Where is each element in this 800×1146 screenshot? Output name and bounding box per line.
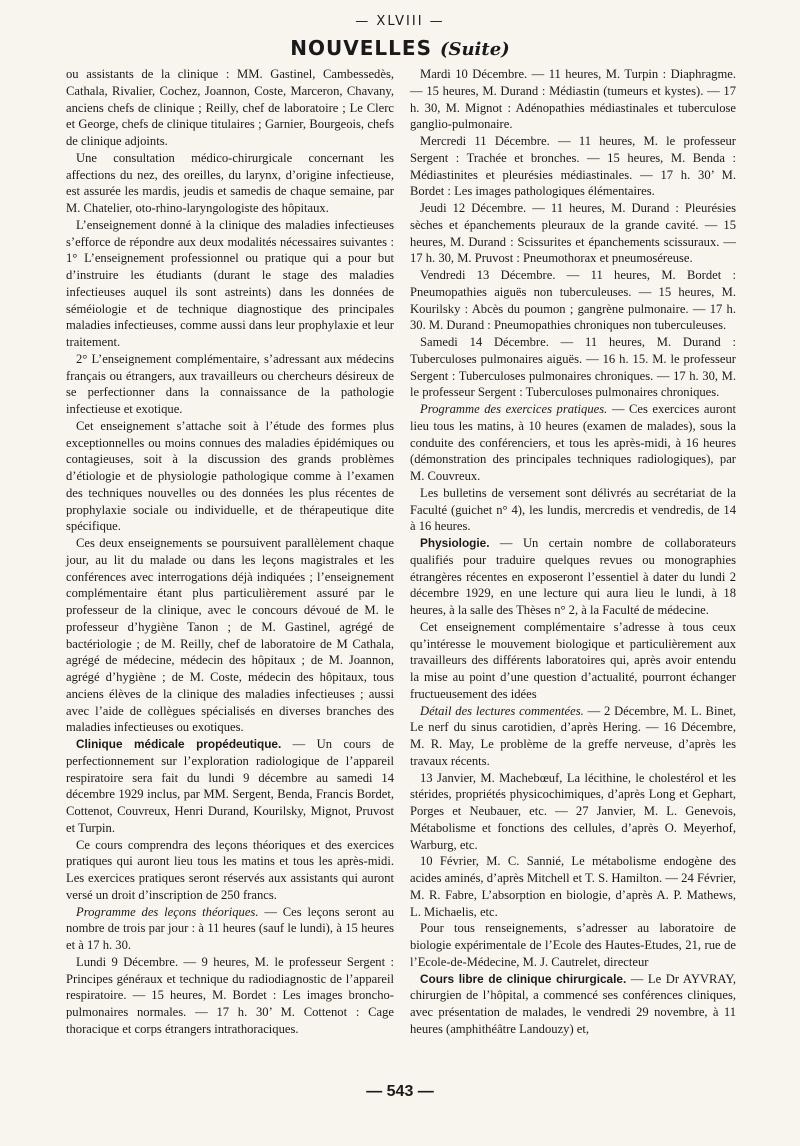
paragraph-text: Ces deux enseignements se poursuivent parallèlement chaque jour, au lit du malade ou dans les leçons magistrales et les conférences avec interrogations déjà indiquées ; l’enseignement complémentaire étant plus particulièrement assuré par le professeur de la clinique, avec le concours dévoué de M. le professeur d’hygiène Tanon ; de M. Gastinel, agrégé de bactériologie ; de M. Reilly, chef de laboratoire de M Cathala, agrégé de médecine, médecin des hôpitaux ; de M. Joannon, agrégé d’hygiène ; de M. Coste, médecin des hôpitaux, tous anciens élèves de la clinique des maladies infectieuses ; aussi avec l’aide de collègues spécialisés en diverses branches des maladies infectieuses ou exotiques. xyxy=(66,536,394,735)
italic-heading: Programme des exercices pratiques. xyxy=(420,402,608,416)
paragraph xyxy=(410,267,736,334)
paragraph xyxy=(66,736,394,837)
paragraph-text: 2° L’enseignement complémentaire, s’adressant aux médecins français ou étrangers, aux travailleurs ou chercheurs désireux de se perfectionner dans la connaissance de la pathologie infectieuse et exotique. xyxy=(66,351,394,416)
paragraph-text: Les bulletins de versement sont délivrés au secrétariat de la Faculté (guichet n° 4), les lundis, mercredis et vendredis, de 14 à 16 heures. xyxy=(410,485,736,534)
right-column xyxy=(410,66,736,1038)
paragraph-text: — Un certain nombre de collaborateurs qualifiés pour traduire quelques revues ou monographies étrangères récentes en exposeront l’essentiel à dater du lundi 2 décembre 1929, en une lecture qui aura lieu le lundi, à 18 heures, à la salle des Thèses n° 2, à la Faculté de médecine. xyxy=(410,536,736,617)
paragraph-text: — Le Dr AYVRAY, chirurgien de l’hôpital, a commencé ses conférences cliniques, avec présentation de malades, le vendredi 29 novembre, à 11 heures (amphithéâtre Landouzy) et, xyxy=(410,971,736,1036)
paragraph xyxy=(410,334,736,401)
paragraph-text: — Un cours de perfectionnement sur l’exploration radiologique de l’appareil respiratoire sera fait du lundi 9 décembre au samedi 14 décembre 1929 inclus, par MM. Sergent, Benda, Francis Bordet, Cottenot, Couvreux, Henri Durand, Kourilsky, Mignot, Pruvost et Turpin. xyxy=(66,737,395,835)
paragraph-text: Samedi 14 Décembre. — 11 heures, M. Durand : Tuberculoses pulmonaires aiguës. — 16 h. 15. M. le professeur Sergent : Tuberculoses pulmonaires chroniques. — 17 h. 30, M. le professeur Sergent : Tuberculoses pulmonaires chroniques. xyxy=(410,335,736,400)
paragraph xyxy=(66,954,394,1038)
paragraph xyxy=(66,66,394,150)
section-heading: Clinique médicale propédeutique. xyxy=(76,737,282,751)
paragraph xyxy=(410,66,736,133)
paragraph-text: Cet enseignement complémentaire s’adresse à tous ceux qu’intéresse le mouvement biologique et particulièrement aux travailleurs des différents laboratoires qui, après avoir entendu la mise au point d’une question d’actualité, pourront échanger fructueusement des idées xyxy=(410,619,736,701)
paragraph xyxy=(66,418,394,535)
paragraph xyxy=(410,401,736,485)
paragraph-text: — 2 Décembre, M. L. Binet, Le nerf du sinus carotidien, d’après Hering. — 16 Décembre, M. R. May, Le problème de la greffe nerveuse, d’après les travaux récents. xyxy=(410,703,736,768)
roman-page-marker: — XLVIII — xyxy=(355,14,445,29)
paragraph-text: Mardi 10 Décembre. — 11 heures, M. Turpin : Diaphragme. — 15 heures, M. Durand : Médiastin (tumeurs et kystes). — 17 h. 30, M. Mignot : Adénopathies médiastinales et tuberculose ganglio-pulmonaire. xyxy=(410,67,736,132)
paragraph-text: Cet enseignement s’attache soit à l’étude des formes plus exceptionnelles ou moins connues des maladies épidémiques ou contagieuses, soit à la discussion des grands problèmes d’étiologie et de physiologie pathologique comme à l’examen des techniques nouvelles ou des données les plus récentes de prophylaxie sociale ou individuelle, et de thérapeutique dite spécifique. xyxy=(66,418,394,534)
paragraph xyxy=(66,351,394,418)
page-number: — 543 — xyxy=(366,1083,434,1100)
paragraph xyxy=(410,971,736,1038)
left-column xyxy=(66,66,394,1038)
paragraph-text: ou assistants de la clinique : MM. Gastinel, Cambessedès, Cathala, Rivalier, Cochez, Joannon, Coste, Marceron, Chavany, anciens chefs de clinique ; Reilly, chef de laboratoire ; Le Clerc et George, chefs de clinique titulaires ; Garnier, Bourgeois, chefs de clinique adjoints. xyxy=(66,67,394,148)
paragraph-text: — Ces exercices auront lieu tous les matins, à 10 heures (examen de malades), sous la conduite des conférenciers, et tous les après-midi, à 16 heures (démonstration des principales techniques radiologiques), par M. Couvreux. xyxy=(410,402,736,483)
italic-heading: Programme des leçons théoriques. xyxy=(76,904,259,919)
title-text: NOUVELLES xyxy=(290,36,432,60)
title-suite: (Suite) xyxy=(439,39,510,60)
section-heading: Cours libre de clinique chirurgicale. xyxy=(420,971,627,986)
paragraph-text: — Ces leçons seront au nombre de trois par jour : à 11 heures (sauf le lundi), à 15 heures et à 17 h. 30. xyxy=(66,904,394,952)
paragraph xyxy=(66,150,394,217)
paragraph xyxy=(410,920,736,970)
section-heading: Physiologie. xyxy=(420,536,490,550)
paragraph-text: Jeudi 12 Décembre. — 11 heures, M. Durand : Pleurésies sèches et épanchements pleuraux de la grande cavité. — 15 heures, M. Durand : Scissurites et épanchements scissuraux. — 17 h. 30, M. Pruvost : Pneumothorax et pneumoséreuse. xyxy=(410,201,736,266)
paragraph-text: Pour tous renseignements, s’adresser au laboratoire de biologie expérimentale de l’Ecole des Hautes-Etudes, 21, rue de l’Ecole-de-Médecine, M. J. Cautrelet, directeur xyxy=(410,921,736,969)
paragraph xyxy=(66,837,394,904)
paragraph xyxy=(66,904,394,954)
paragraph xyxy=(410,485,736,535)
paragraph-text: Mercredi 11 Décembre. — 11 heures, M. le professeur Sergent : Trachée et bronches. — 15 heures, M. Benda : Médiastinites et pleurésies médiastinales. — 17 h. 30’ M. Bordet : Les images pathologiques élémentaires. xyxy=(410,134,736,199)
paragraph xyxy=(66,535,394,736)
paragraph-text: Ce cours comprendra des leçons théoriques et des exercices pratiques qui auront lieu tous les matins et tous les après-midi. Les exercices pratiques seront réservés aux assistants qui auront versé un droit d’inscription de 250 francs. xyxy=(66,837,394,902)
paragraph-text: Vendredi 13 Décembre. — 11 heures, M. Bordet : Pneumopathies aiguës non tuberculeuses. — 15 heures, M. Kourilsky : Abcès du poumon ; gangrène pulmonaire. — 17 h. 30. M. Durand : Pneumopathies chroniques non tuberculeuses. xyxy=(410,268,736,333)
paragraph xyxy=(410,619,736,703)
paragraph-text: 13 Janvier, M. Machebœuf, La lécithine, le cholestérol et les stérides, propriétés physicochimiques, d’après Long et Gephart, Porges et Neubauer, etc. — 27 Janvier, M. L. Genevois, Métabolisme et fonctions des cellules, d’après O. Meyerhof, Warburg, etc. xyxy=(410,770,736,852)
paragraph xyxy=(410,703,736,770)
paragraph-text: Lundi 9 Décembre. — 9 heures, M. le professeur Sergent : Principes généraux et technique du radiodiagnostic de l’appareil respiratoire. — 15 heures, M. Bordet : Les images broncho-pulmonaires normales. — 17 h. 30’ M. Cottenot : Cage thoracique et corps étrangers intrathoraciques. xyxy=(66,954,394,1036)
page-title xyxy=(0,36,800,60)
italic-heading: Détail des lectures commentées. xyxy=(420,703,584,718)
paragraph xyxy=(410,770,736,854)
paragraph-text: Une consultation médico-chirurgicale concernant les affections du nez, des oreilles, du larynx, d’origine infectieuse, est assurée les mardis, jeudis et samedis de chaque semaine, par M. Chatelier, oto-rhino-laryngologiste des hôpitaux. xyxy=(66,150,394,215)
paragraph xyxy=(410,200,736,267)
paragraph-text: L’enseignement donné à la clinique des maladies infectieuses s’efforce de répondre aux deux modalités nécessaires suivantes : 1° L’enseignement professionnel ou pratique qui a pour but d’instruire les étudiants (durant le stage des maladies infectieuses auquel ils sont astreints) dans les données de séméiologie et de technique diagnostique des principales maladies infectieuses, comme aussi dans leur prophylaxie et leur traitement. xyxy=(66,217,394,349)
paragraph xyxy=(66,217,394,351)
paragraph-text: 10 Février, M. C. Sannié, Le métabolisme endogène des acides aminés, d’après Mitchell et T. S. Hamilton. — 24 Février, M. R. Fabre, L’absorption en biologie, d’après A. P. Mathews, L. Michaelis, etc. xyxy=(410,854,736,919)
paragraph xyxy=(410,535,736,619)
paragraph xyxy=(410,133,736,200)
paragraph xyxy=(410,853,736,920)
